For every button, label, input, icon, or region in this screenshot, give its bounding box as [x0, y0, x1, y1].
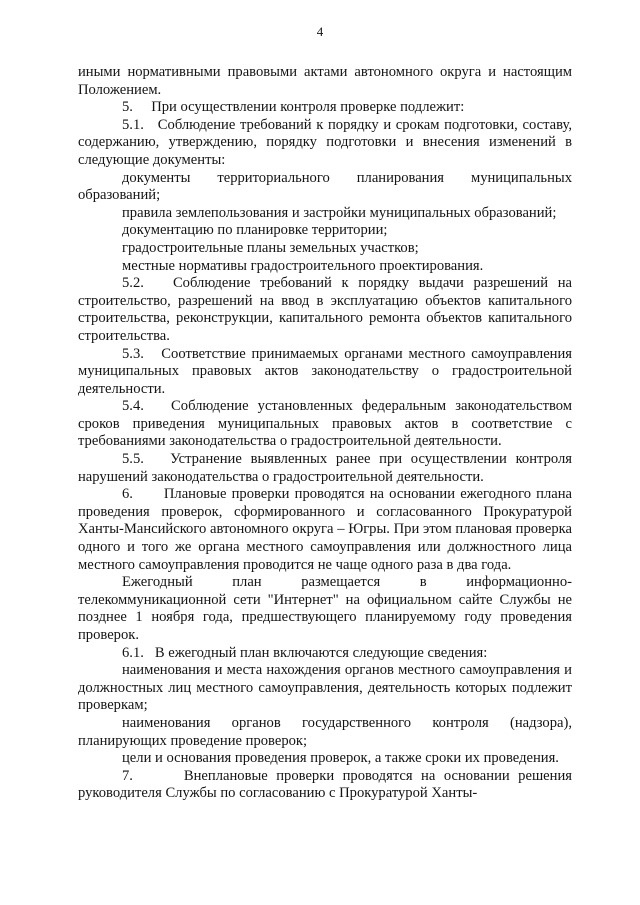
paragraph-6-1: 6.1. В ежегодный план включаются следующие сведения: — [122, 644, 488, 661]
list-item-land-use-rules: правила землепользования и застройки муниципальных образований; — [122, 204, 557, 221]
list-item-goals: цели и основания проведения проверок, а также сроки их проведения. — [122, 750, 559, 767]
document-body — [78, 64, 572, 803]
paragraph-5-1: 5.1. Соблюдение требований к порядку и срокам подготовки, составу, содержанию, утверждению, порядку подготовки и внесения изменений в следующие документы: — [78, 116, 572, 168]
paragraph-continuation: иными нормативными правовыми актами автономного округа и настоящим Положением. — [78, 64, 572, 98]
paragraph-5-4: 5.4. Соблюдение установленных федеральным законодательством сроков приведения муниципальных правовых актов в соответствие с требованиями законодательства о градостроительной деятельности. — [78, 398, 572, 450]
paragraph-5-5: 5.5. Устранение выявленных ранее при осуществлении контроля нарушений законодательства о градостроительной деятельности. — [78, 451, 572, 485]
paragraph-5-3: 5.3. Соответствие принимаемых органами местного самоуправления муниципальных правовых актов законодательству о градостроительной деятельности. — [78, 345, 572, 397]
paragraph-6: 6. Плановые проверки проводятся на основании ежегодного плана проведения проверок, сформированного и согласованного Прокуратурой Ханты-Мансийского автономного округа – Югры. При этом плановая проверка одного и того же органа местного самоуправления или должностного лица местного самоуправления проводится не чаще одного раза в два года. — [78, 486, 572, 573]
list-item-planning-documentation: документацию по планировке территории; — [122, 222, 388, 239]
list-item-bodies-names: наименования и места нахождения органов местного самоуправления и должностных лиц местного самоуправления, деятельность которых подлежит проверкам; — [78, 662, 572, 714]
paragraph-annual-plan: Ежегодный план размещается в информационно-телекоммуникационной сети "Интернет" на официальном сайте Службы не позднее 1 ноября года, предшествующего планируемому году проведения проверок. — [78, 574, 572, 643]
paragraph-5: 5. При осуществлении контроля проверке подлежит: — [122, 99, 465, 116]
list-item-local-standards: местные нормативы градостроительного проектирования. — [122, 257, 484, 274]
paragraph-5-2: 5.2. Соблюдение требований к порядку выдачи разрешений на строительство, разрешений на ввод в эксплуатацию объектов капитального строительства, реконструкции, капитального ремонта объектов капитального строительства. — [78, 275, 572, 344]
page-number: 4 — [316, 24, 324, 39]
list-item-control-bodies: наименования органов государственного контроля (надзора), планирующих проведение проверок; — [78, 714, 572, 749]
paragraph-7: 7. Внеплановые проверки проводятся на основании решения руководителя Службы по согласованию с Прокуратурой Ханты- — [78, 767, 572, 802]
list-item-urban-plans: градостроительные планы земельных участков; — [122, 239, 419, 256]
list-item-territorial-planning: документы территориального планирования муниципальных образований; — [78, 169, 572, 204]
